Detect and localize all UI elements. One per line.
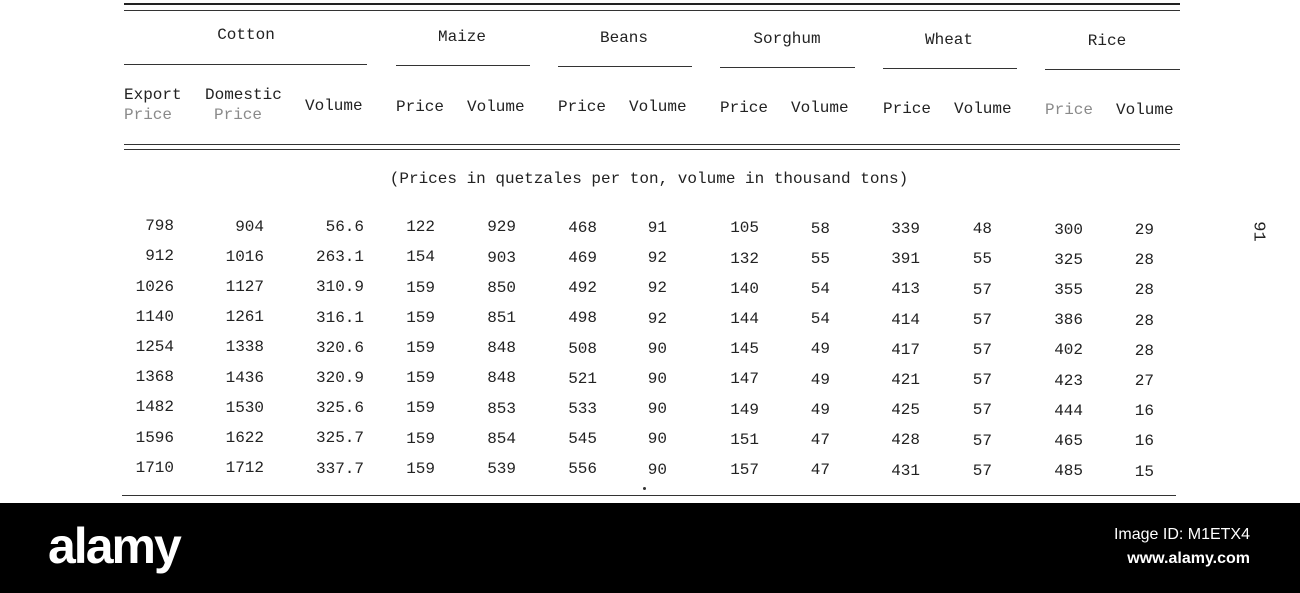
cell-rice-volume: 16	[1134, 432, 1154, 450]
subheader-export-price-line1: Export	[124, 86, 182, 104]
cell-wheat-volume: 57	[972, 281, 992, 299]
cell-beans-price: 533	[568, 400, 597, 418]
cell-maize-price: 122	[406, 218, 435, 236]
cell-cotton-export-price: 1254	[135, 338, 174, 356]
units-note: (Prices in quetzales per ton, volume in thousand tons)	[389, 170, 909, 188]
cell-maize-volume: 854	[487, 430, 516, 448]
cell-maize-price: 159	[406, 279, 435, 297]
cell-sorghum-price: 157	[730, 461, 759, 479]
bottom-rule	[122, 495, 1176, 496]
cell-rice-volume: 28	[1134, 342, 1154, 360]
cell-sorghum-price: 105	[730, 219, 759, 237]
cell-sorghum-volume: 47	[810, 461, 830, 479]
cell-maize-volume: 539	[487, 460, 516, 478]
group-header-cotton: Cotton	[217, 26, 275, 44]
cell-wheat-price: 428	[891, 431, 920, 449]
cell-sorghum-volume: 58	[810, 220, 830, 238]
cell-sorghum-price: 145	[730, 340, 759, 358]
subheader-beans-volume: Volume	[629, 98, 687, 116]
cell-cotton-export-price: 798	[145, 217, 174, 235]
header-rule-secondary	[124, 149, 1180, 150]
cell-wheat-price: 413	[891, 280, 920, 298]
group-header-rice: Rice	[1087, 32, 1127, 50]
subheader-rice-price: Price	[1045, 101, 1094, 119]
cell-cotton-volume: 320.6	[315, 339, 364, 357]
group-rule-maize	[396, 65, 530, 66]
cell-beans-volume: 90	[647, 430, 667, 448]
cell-cotton-domestic-price: 1338	[225, 338, 264, 356]
cell-cotton-volume: 320.9	[315, 369, 364, 387]
cell-sorghum-price: 140	[730, 280, 759, 298]
cell-sorghum-volume: 54	[810, 310, 830, 328]
cell-cotton-domestic-price: 1016	[225, 248, 264, 266]
alamy-logo: alamy	[48, 518, 180, 574]
subheader-sorghum-price: Price	[720, 99, 769, 117]
subheader-domestic-price-line1: Domestic	[205, 86, 282, 104]
cell-beans-volume: 92	[647, 310, 667, 328]
cell-cotton-volume: 316.1	[315, 309, 364, 327]
cell-rice-price: 444	[1054, 402, 1083, 420]
cell-sorghum-price: 151	[730, 431, 759, 449]
cell-maize-volume: 850	[487, 279, 516, 297]
cell-beans-volume: 92	[647, 279, 667, 297]
cell-rice-volume: 28	[1134, 281, 1154, 299]
cell-cotton-volume: 325.7	[315, 429, 364, 447]
cell-sorghum-volume: 55	[810, 250, 830, 268]
group-header-sorghum: Sorghum	[753, 30, 821, 48]
cell-rice-price: 355	[1054, 281, 1083, 299]
cell-sorghum-price: 147	[730, 370, 759, 388]
cell-cotton-export-price: 1596	[135, 429, 174, 447]
cell-cotton-export-price: 912	[145, 247, 174, 265]
cell-beans-price: 521	[568, 370, 597, 388]
cell-wheat-price: 431	[891, 462, 920, 480]
cell-cotton-domestic-price: 1261	[225, 308, 264, 326]
group-rule-sorghum	[720, 67, 855, 68]
subheader-domestic-price-line2: Price	[214, 106, 263, 124]
cell-sorghum-volume: 49	[810, 340, 830, 358]
cell-maize-volume: 848	[487, 369, 516, 387]
cell-rice-volume: 28	[1134, 312, 1154, 330]
cell-beans-price: 492	[568, 279, 597, 297]
cell-rice-price: 300	[1054, 221, 1083, 239]
cell-rice-volume: 16	[1134, 402, 1154, 420]
stray-mark	[643, 487, 646, 490]
cell-beans-price: 498	[568, 309, 597, 327]
cell-maize-price: 159	[406, 309, 435, 327]
cell-cotton-domestic-price: 1127	[225, 278, 264, 296]
cell-maize-price: 159	[406, 460, 435, 478]
cell-beans-volume: 90	[647, 340, 667, 358]
cell-wheat-price: 339	[891, 220, 920, 238]
cell-wheat-volume: 57	[972, 401, 992, 419]
top-rule-secondary	[124, 10, 1180, 11]
cell-beans-price: 545	[568, 430, 597, 448]
cell-wheat-price: 391	[891, 250, 920, 268]
cell-wheat-volume: 57	[972, 462, 992, 480]
cell-wheat-price: 417	[891, 341, 920, 359]
cell-maize-volume: 851	[487, 309, 516, 327]
page-number: 91	[1248, 221, 1268, 242]
cell-maize-price: 154	[406, 248, 435, 266]
cell-beans-volume: 90	[647, 370, 667, 388]
cell-maize-volume: 903	[487, 249, 516, 267]
group-rule-cotton	[124, 64, 367, 65]
cell-rice-price: 485	[1054, 462, 1083, 480]
subheader-wheat-price: Price	[883, 100, 932, 118]
image-id: Image ID: M1ETX4	[1113, 526, 1250, 543]
subheader-maize-price: Price	[396, 98, 445, 116]
cell-beans-price: 556	[568, 460, 597, 478]
subheader-maize-volume: Volume	[467, 98, 525, 116]
cell-maize-volume: 853	[487, 400, 516, 418]
cell-maize-price: 159	[406, 339, 435, 357]
cell-maize-price: 159	[406, 399, 435, 417]
cell-wheat-volume: 57	[972, 311, 992, 329]
group-header-beans: Beans	[599, 29, 649, 47]
cell-beans-volume: 92	[647, 249, 667, 267]
cell-beans-price: 469	[568, 249, 597, 267]
subheader-sorghum-volume: Volume	[791, 99, 849, 117]
watermark-banner	[0, 503, 1300, 593]
site-url: www.alamy.com	[1127, 550, 1250, 567]
cell-wheat-volume: 57	[972, 432, 992, 450]
cell-cotton-export-price: 1482	[135, 398, 174, 416]
cell-cotton-domestic-price: 1530	[225, 399, 264, 417]
cell-cotton-domestic-price: 904	[235, 218, 264, 236]
cell-maize-price: 159	[406, 430, 435, 448]
subheader-wheat-volume: Volume	[954, 100, 1012, 118]
group-rule-beans	[558, 66, 692, 67]
cell-wheat-volume: 57	[972, 371, 992, 389]
cell-cotton-volume: 310.9	[315, 278, 364, 296]
cell-maize-price: 159	[406, 369, 435, 387]
subheader-rice-volume: Volume	[1116, 101, 1174, 119]
cell-rice-volume: 29	[1134, 221, 1154, 239]
cell-cotton-export-price: 1026	[135, 278, 174, 296]
cell-rice-volume: 27	[1134, 372, 1154, 390]
cell-maize-volume: 929	[487, 218, 516, 236]
cell-cotton-export-price: 1140	[135, 308, 174, 326]
group-rule-wheat	[883, 68, 1017, 69]
cell-beans-volume: 90	[647, 400, 667, 418]
cell-wheat-price: 425	[891, 401, 920, 419]
subheader-beans-price: Price	[558, 98, 607, 116]
group-header-maize: Maize	[437, 28, 487, 46]
cell-cotton-volume: 56.6	[325, 218, 364, 236]
cell-sorghum-volume: 49	[810, 371, 830, 389]
group-rule-rice	[1045, 69, 1180, 70]
subheader-cotton-volume: Volume	[305, 97, 363, 115]
cell-sorghum-volume: 47	[810, 431, 830, 449]
cell-rice-price: 325	[1054, 251, 1083, 269]
cell-rice-price: 386	[1054, 311, 1083, 329]
cell-beans-volume: 90	[647, 461, 667, 479]
cell-cotton-domestic-price: 1622	[225, 429, 264, 447]
cell-rice-price: 465	[1054, 432, 1083, 450]
cell-cotton-domestic-price: 1436	[225, 369, 264, 387]
cell-wheat-price: 421	[891, 371, 920, 389]
cell-wheat-price: 414	[891, 311, 920, 329]
cell-cotton-volume: 337.7	[315, 460, 364, 478]
cell-sorghum-price: 132	[730, 250, 759, 268]
cell-wheat-volume: 55	[972, 250, 992, 268]
group-header-wheat: Wheat	[924, 31, 974, 49]
cell-cotton-export-price: 1710	[135, 459, 174, 477]
cell-maize-volume: 848	[487, 339, 516, 357]
cell-rice-price: 402	[1054, 341, 1083, 359]
cell-beans-price: 468	[568, 219, 597, 237]
subheader-export-price-line2: Price	[124, 106, 173, 124]
cell-beans-price: 508	[568, 340, 597, 358]
cell-sorghum-price: 144	[730, 310, 759, 328]
cell-cotton-domestic-price: 1712	[225, 459, 264, 477]
cell-beans-volume: 91	[647, 219, 667, 237]
cell-sorghum-price: 149	[730, 401, 759, 419]
cell-cotton-volume: 263.1	[315, 248, 364, 266]
top-rule	[124, 3, 1180, 5]
cell-cotton-export-price: 1368	[135, 368, 174, 386]
header-rule	[124, 144, 1180, 145]
cell-wheat-volume: 48	[972, 220, 992, 238]
cell-rice-price: 423	[1054, 372, 1083, 390]
cell-sorghum-volume: 54	[810, 280, 830, 298]
cell-rice-volume: 28	[1134, 251, 1154, 269]
cell-wheat-volume: 57	[972, 341, 992, 359]
cell-sorghum-volume: 49	[810, 401, 830, 419]
cell-cotton-volume: 325.6	[315, 399, 364, 417]
cell-rice-volume: 15	[1134, 463, 1154, 481]
